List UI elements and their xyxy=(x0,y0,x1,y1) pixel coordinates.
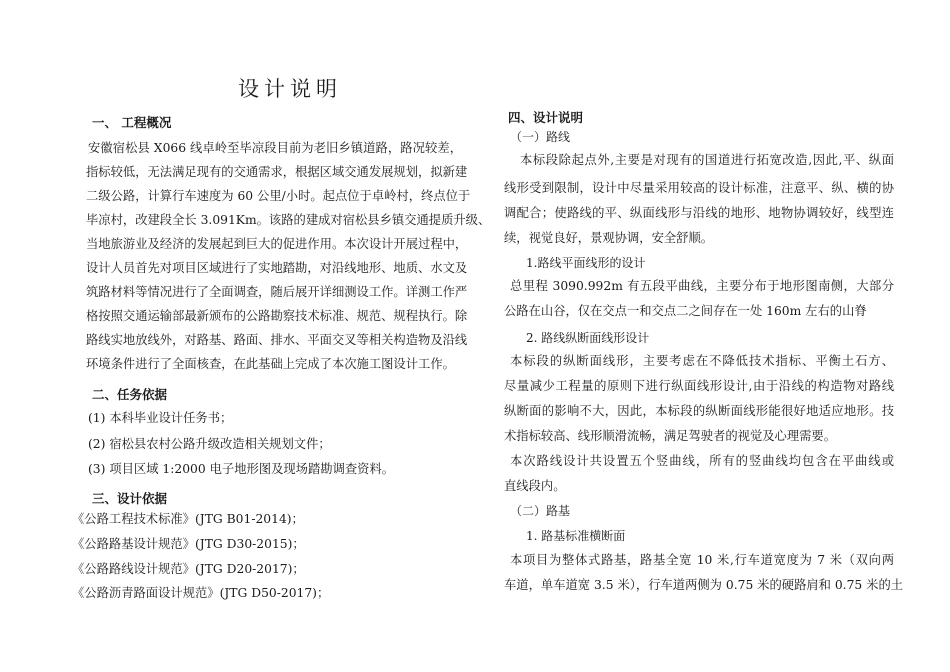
paragraph-line: 公路在山谷，仅在交点一和交点二之间存在一处 160m 左右的山脊 xyxy=(504,304,867,318)
paragraph-line: 尽量减少工程量的原则下进行纵面线形设计,由于沿线的构造物对路线 xyxy=(504,379,894,393)
subsection-heading-route: （一）路线 xyxy=(510,130,571,144)
list-item: 《公路沥青路面设计规范》(JTG D50-2017)； xyxy=(72,586,330,600)
document-title: 设计说明 xyxy=(238,77,342,101)
paragraph-line: 续，视觉良好，景观协调，安全舒顺。 xyxy=(504,231,714,245)
paragraph-line: 线形受到限制，设计中尽量采用较高的设计标准，注意平、纵、横的协 xyxy=(504,181,894,195)
paragraph-line: 安徽宿松县 X066 线卓岭至毕凉段目前为老旧乡镇道路，路况较差， xyxy=(88,141,462,155)
subheading-cross-section: 1. 路基标准横断面 xyxy=(526,529,626,543)
section-heading-design-notes: 四、设计说明 xyxy=(508,110,584,125)
list-item: 《公路工程技术标准》(JTG B01-2014)； xyxy=(72,512,304,526)
list-item: 《公路路线设计规范》(JTG D20-2017)； xyxy=(72,562,305,576)
paragraph-line: 本标段除起点外,主要是对现有的国道进行拓宽改造,因此,平、纵面 xyxy=(520,153,894,167)
paragraph-line: 车道，单车道宽 3.5 米），行车道两侧为 0.75 米的硬路肩和 0.75 米的土 xyxy=(504,578,904,592)
subheading-profile-alignment: 2. 路线纵断面线形设计 xyxy=(526,331,650,345)
list-item: (1) 本科毕业设计任务书； xyxy=(88,411,233,425)
section-heading-task-basis: 二、任务依据 xyxy=(92,387,168,402)
section-heading-overview: 一、 工程概况 xyxy=(92,115,172,130)
paragraph-line: 毕凉村，改建段全长 3.091Km。该路的建成对宿松县乡镇交通提质升级、 xyxy=(86,213,491,227)
section-heading-design-basis: 三、设计依据 xyxy=(92,491,168,506)
paragraph-line: 当地旅游业及经济的发展起到巨大的促进作用。本次设计开展过程中， xyxy=(86,237,468,251)
paragraph-line: 本次路线设计共设置五个竖曲线，所有的竖曲线均包含在平曲线或 xyxy=(510,454,894,468)
paragraph-line: 二级公路，计算行车速度为 60 公里/小时。起点位于卓岭村，终点位于 xyxy=(86,189,471,203)
list-item: (3) 项目区域 1:2000 电子地形图及现场踏勘调查资料。 xyxy=(88,462,395,476)
paragraph-line: 环境条件进行了全面核查，在此基础上完成了本次施工图设计工作。 xyxy=(86,357,455,371)
paragraph-line: 直线段内。 xyxy=(504,479,566,493)
paragraph-line: 本项目为整体式路基，路基全宽 10 米,行车道宽度为 7 米（双向两 xyxy=(510,553,894,567)
paragraph-line: 总里程 3090.992m 有五段平曲线，主要分布于地形图南侧，大部分 xyxy=(510,279,894,293)
paragraph-line: 纵断面的影响不大，因此，本标段的纵断面线形能很好地适应地形。技 xyxy=(504,404,894,418)
paragraph-line: 路线实地放线外，对路基、路面、排水、平面交叉等相关构造物及沿线 xyxy=(86,333,468,347)
paragraph-line: 筑路材料等情况进行了全面调查，随后展开详细测设工作。详测工作严 xyxy=(86,285,468,299)
list-item: (2) 宿松县农村公路升级改造相关规划文件； xyxy=(88,437,331,451)
paragraph-line: 格按照交通运输部最新颁布的公路勘察技术标准、规范、规程执行。除 xyxy=(86,309,468,323)
paragraph-line: 调配合；使路线的平、纵面线形与沿线的地形、地物协调较好，线型连 xyxy=(504,206,894,220)
paragraph-line: 设计人员首先对项目区域进行了实地踏勘，对沿线地形、地质、水文及 xyxy=(86,261,468,275)
paragraph-line: 指标较低，无法满足现有的交通需求，根据区域交通发展规划，拟新建 xyxy=(86,165,468,179)
list-item: 《公路路基设计规范》(JTG D30-2015)； xyxy=(72,537,305,551)
paragraph-line: 本标段的纵断面线形，主要考虑在不降低技术指标、平衡土石方、 xyxy=(510,354,894,368)
subheading-plan-alignment: 1.路线平面线形的设计 xyxy=(526,256,646,270)
subsection-heading-subgrade: （二）路基 xyxy=(510,504,571,518)
paragraph-line: 术指标较高、线形顺滑流畅，满足驾驶者的视觉及心理需要。 xyxy=(504,429,837,443)
